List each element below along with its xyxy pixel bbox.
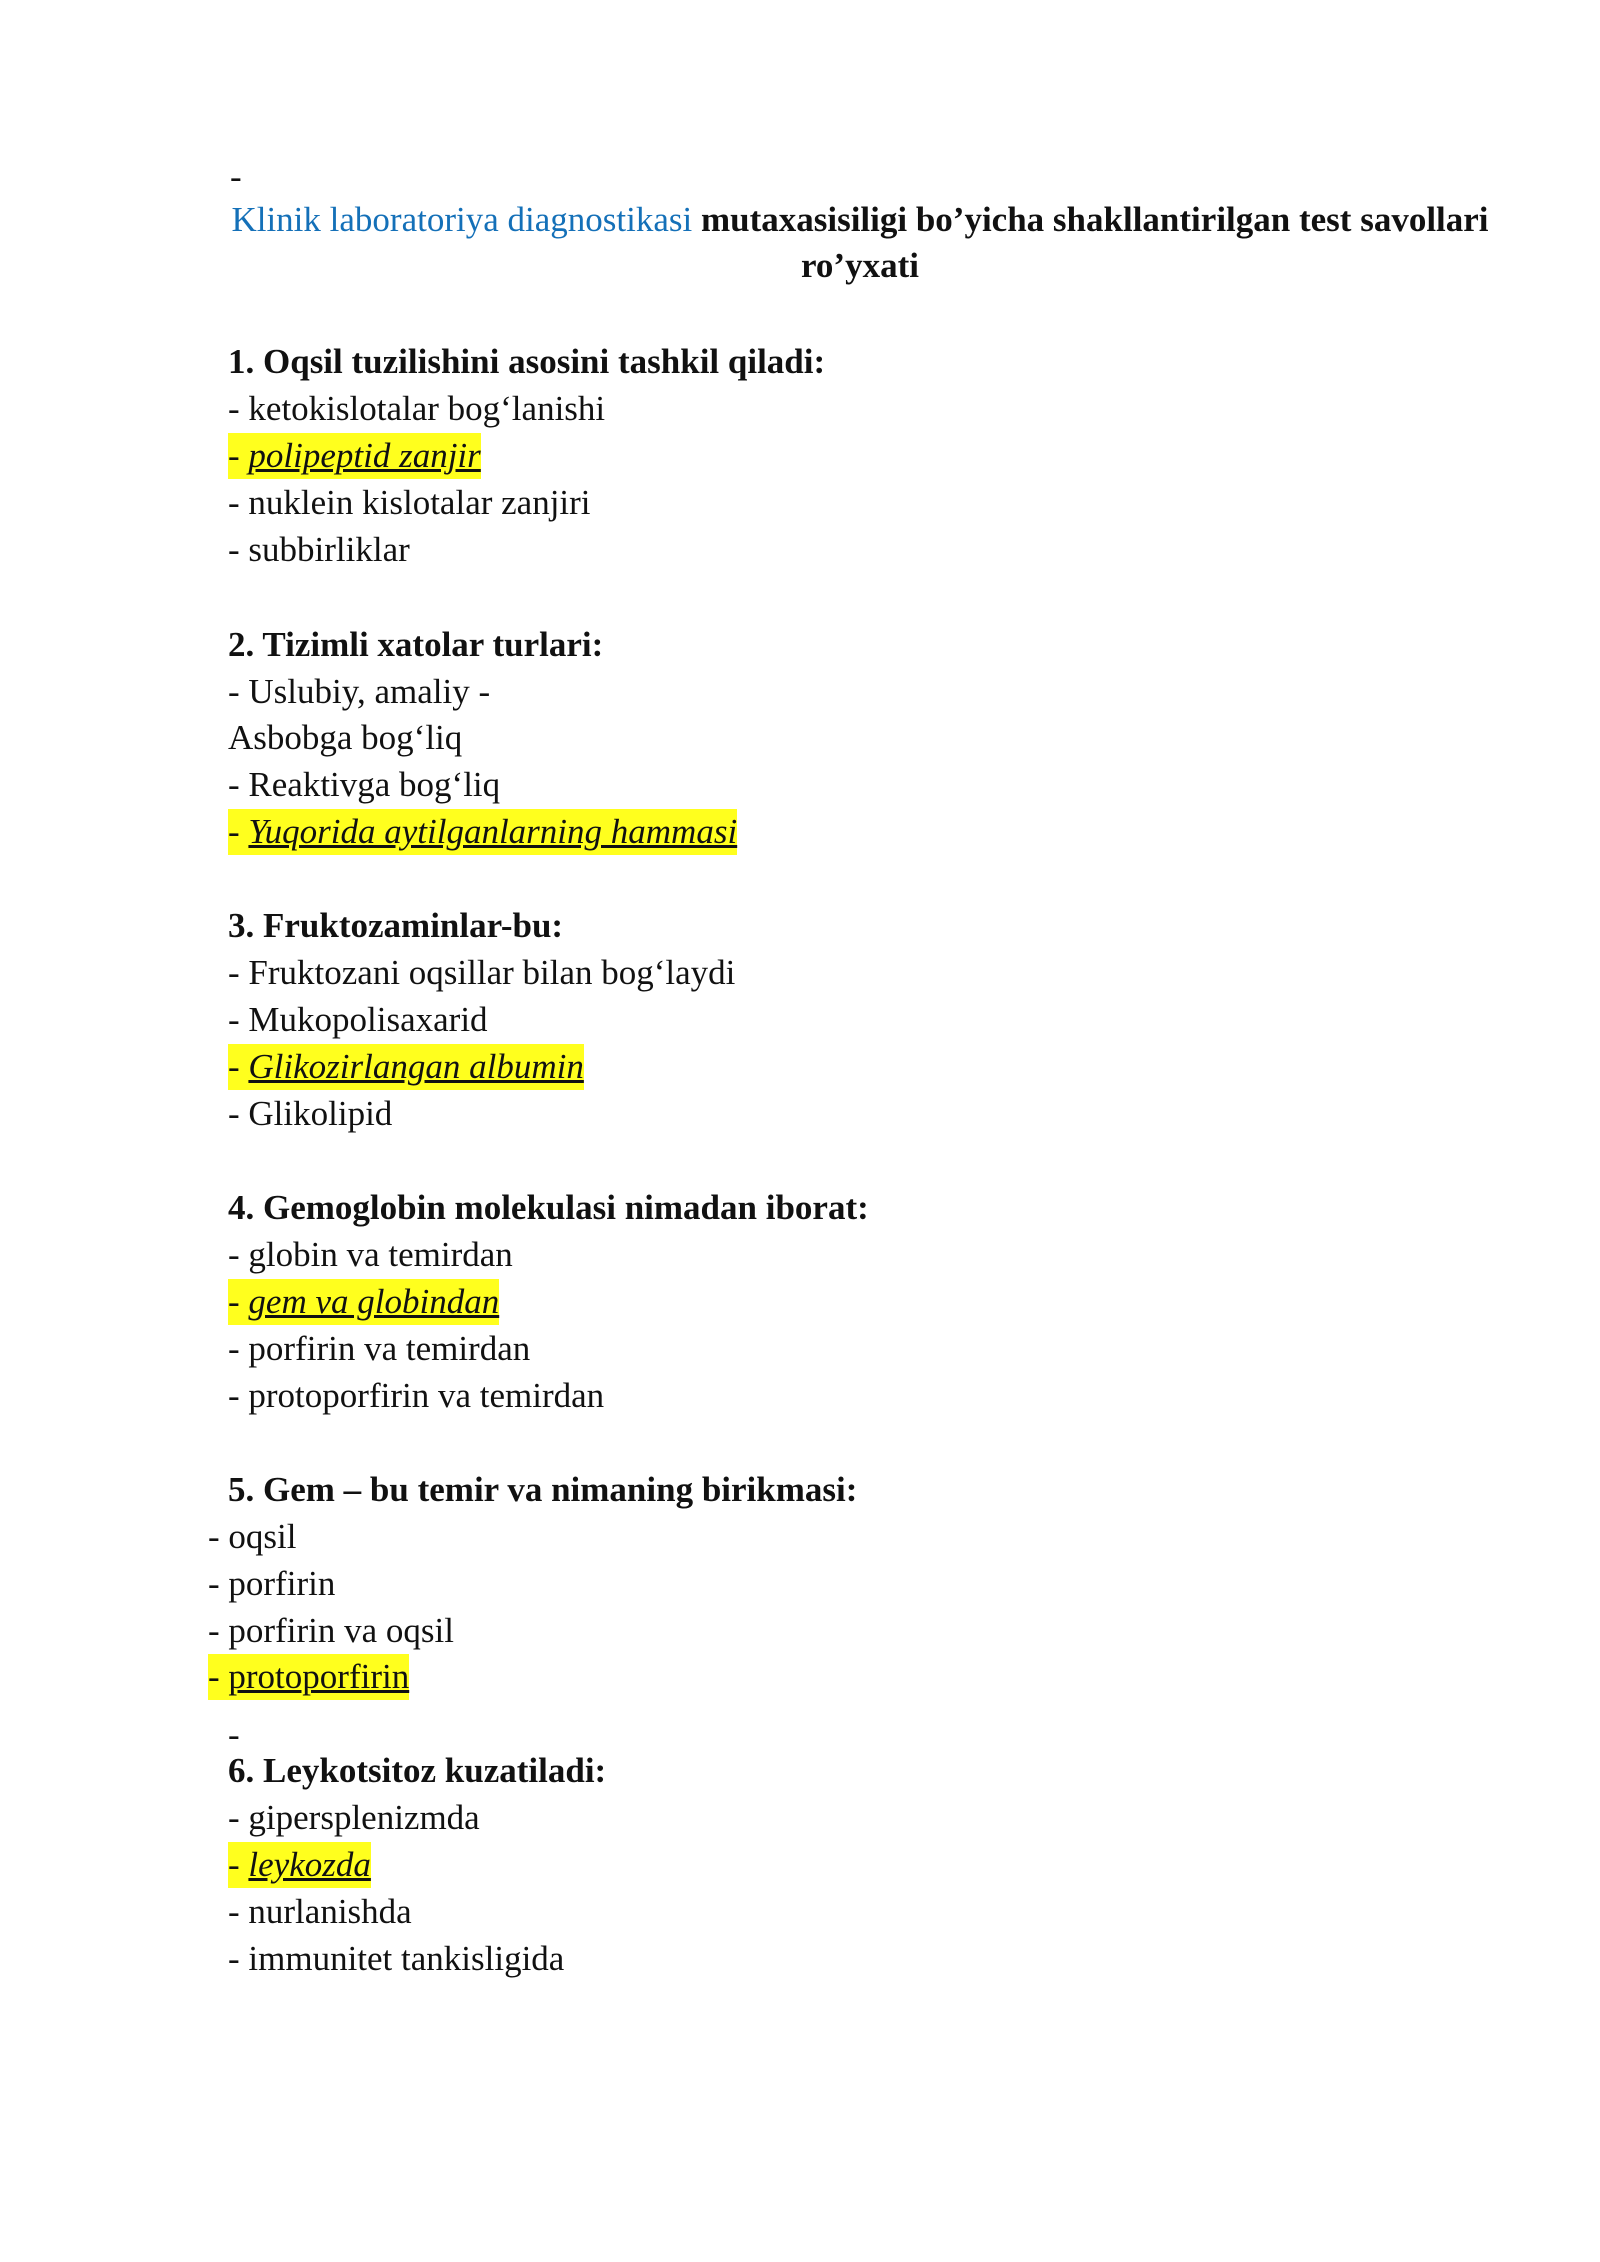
answer-text: Glikozirlangan albumin [248,1047,584,1086]
q6-option-a: - gipersplenizmda [228,1798,480,1837]
question-4: 4. Gemoglobin molekulasi nimadan iborat: [228,1188,869,1227]
answer-text: gem va globindan [248,1282,500,1321]
q2-option-a: - Uslubiy, amaliy - [228,672,491,711]
q3-option-c-correct: - Glikozirlangan albumin [228,1044,584,1090]
q1-option-b-correct: - polipeptid zanjir [228,433,481,479]
q5-option-d-correct: - protoporfirin [208,1654,409,1700]
top-dash: - [230,157,242,196]
q6-pre-dash: - [228,1715,240,1754]
document-title [230,197,1490,289]
q4-option-b-correct: - gem va globindan [228,1279,499,1325]
answer-text: Yuqorida aytilganlarning hammasi [248,812,738,851]
question-6: 6. Leykotsitoz kuzatiladi: [228,1751,607,1790]
q4-option-a: - globin va temirdan [228,1235,513,1274]
q1-option-d: - subbirliklar [228,530,410,569]
q6-option-d: - immunitet tankisligida [228,1939,565,1978]
question-1: 1. Oqsil tuzilishini asosini tashkil qiladi: [228,342,826,381]
q3-option-a: - Fruktozani oqsillar bilan bog‘laydi [228,953,736,992]
q4-option-d: - protoporfirin va temirdan [228,1376,605,1415]
answer-text: leykozda [248,1845,371,1884]
q1-option-a: - ketokislotalar bog‘lanishi [228,389,606,428]
q2-option-d-correct: - Yuqorida aytilganlarning hammasi [228,809,737,855]
q2-option-b: Asbobga bog‘liq [228,718,463,757]
q5-option-c: - porfirin va oqsil [208,1611,454,1650]
answer-text: protoporfirin [228,1657,410,1696]
question-5: 5. Gem – bu temir va nimaning birikmasi: [228,1470,858,1509]
title-rest: mutaxasisiligi bo’yicha shakllantirilgan test savollari ro’yxati [692,200,1489,285]
q6-option-c: - nurlanishda [228,1892,412,1931]
question-3: 3. Fruktozaminlar-bu: [228,906,564,945]
q5-option-a: - oqsil [208,1517,297,1556]
q3-option-b: - Mukopolisaxarid [228,1000,488,1039]
q4-option-c: - porfirin va temirdan [228,1329,531,1368]
q1-option-c: - nuklein kislotalar zanjiri [228,483,591,522]
q6-option-b-correct: - leykozda [228,1842,371,1888]
q2-option-c: - Reaktivga bog‘liq [228,765,501,804]
answer-text: polipeptid zanjir [248,436,481,475]
title-accent: Klinik laboratoriya diagnostikasi [231,200,693,239]
question-2: 2. Tizimli xatolar turlari: [228,625,604,664]
q5-option-b: - porfirin [208,1564,336,1603]
q3-option-d: - Glikolipid [228,1094,393,1133]
